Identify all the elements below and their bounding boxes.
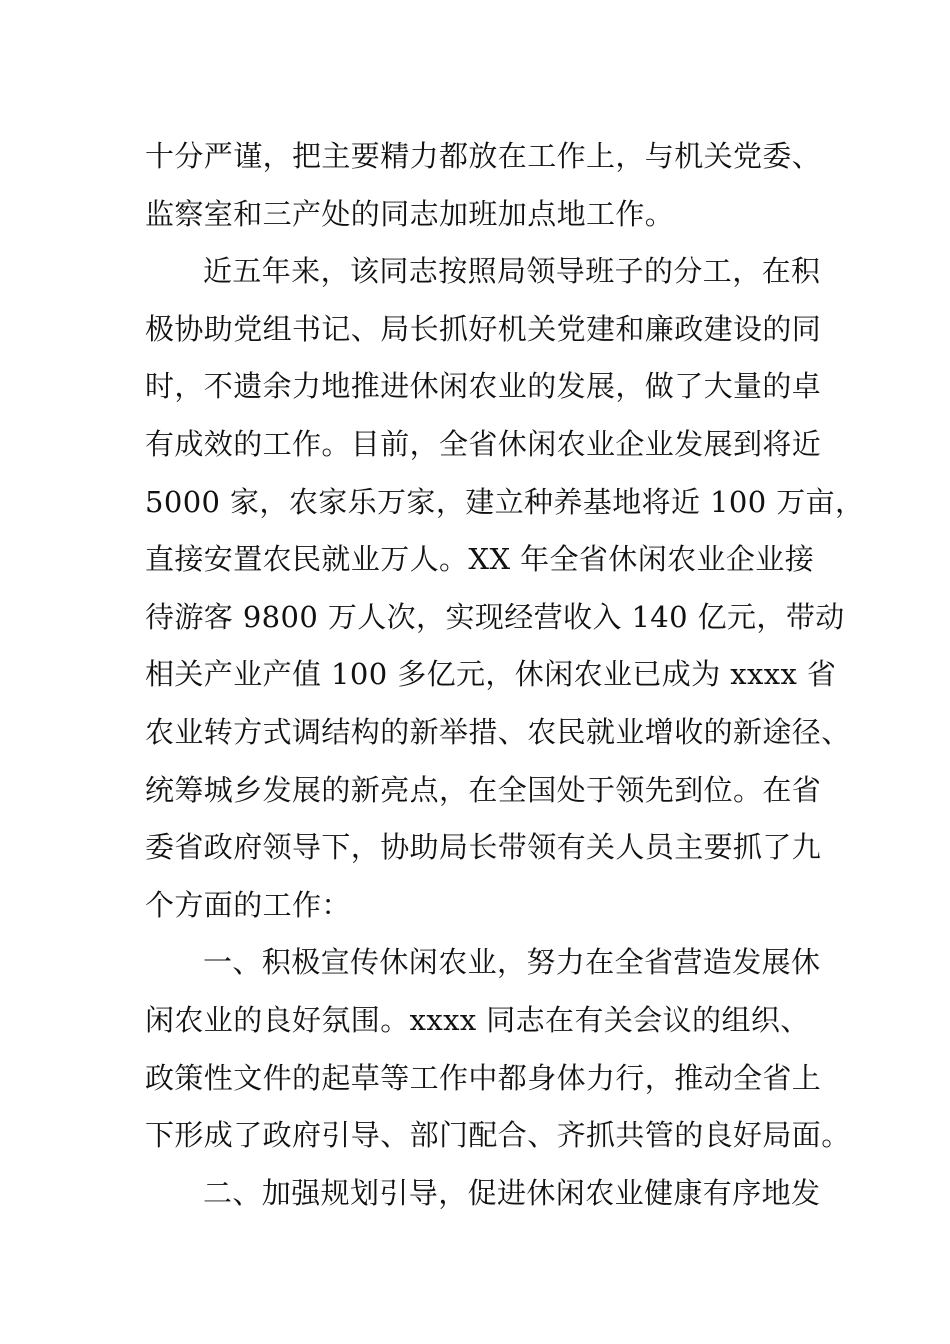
text-line: 政策性文件的起草等工作中都身体力行，推动全省上 <box>145 1060 822 1095</box>
document-body <box>145 128 865 1222</box>
text-line: 时，不遗余力地推进休闲农业的发展，做了大量的卓 <box>145 369 822 404</box>
text-line: 相关产业产值 100 多亿元，休闲农业已成为 xxxx 省 <box>145 657 837 692</box>
text-line: 监察室和三产处的同志加班加点地工作。 <box>145 196 675 231</box>
paragraph-first-line: 一、积极宣传休闲农业，努力在全省营造发展休 <box>203 945 821 980</box>
text-line: 直接安置农民就业万人。XX 年全省休闲农业企业接 <box>145 542 815 577</box>
text-line: 5000 家，农家乐万家，建立种养基地将近 100 万亩， <box>145 484 865 519</box>
text-line: 十分严谨，把主要精力都放在工作上，与机关党委、 <box>145 139 822 173</box>
text-line: 待游客 9800 万人次，实现经营收入 140 亿元，带动 <box>145 599 845 634</box>
text-line: 农业转方式调结构的新举措、农民就业增收的新途径、 <box>145 714 851 749</box>
paragraph-first-line: 二、加强规划引导，促进休闲农业健康有序地发 <box>203 1175 821 1210</box>
text-line: 有成效的工作。目前，全省休闲农业企业发展到将近 <box>145 426 822 461</box>
text-line: 个方面的工作： <box>145 887 351 922</box>
paragraph-first-line: 近五年来，该同志按照局领导班子的分工，在积 <box>203 254 821 289</box>
text-line: 闲农业的良好氛围。xxxx 同志在有关会议的组织、 <box>145 1002 810 1037</box>
text-line: 统筹城乡发展的新亮点，在全国处于领先到位。在省 <box>145 772 822 807</box>
text-line: 极协助党组书记、局长抓好机关党建和廉政建设的同 <box>145 311 822 346</box>
text-line: 委省政府领导下，协助局长带领有关人员主要抓了九 <box>145 830 822 865</box>
text-line: 下形成了政府引导、部门配合、齐抓共管的良好局面。 <box>145 1118 851 1153</box>
